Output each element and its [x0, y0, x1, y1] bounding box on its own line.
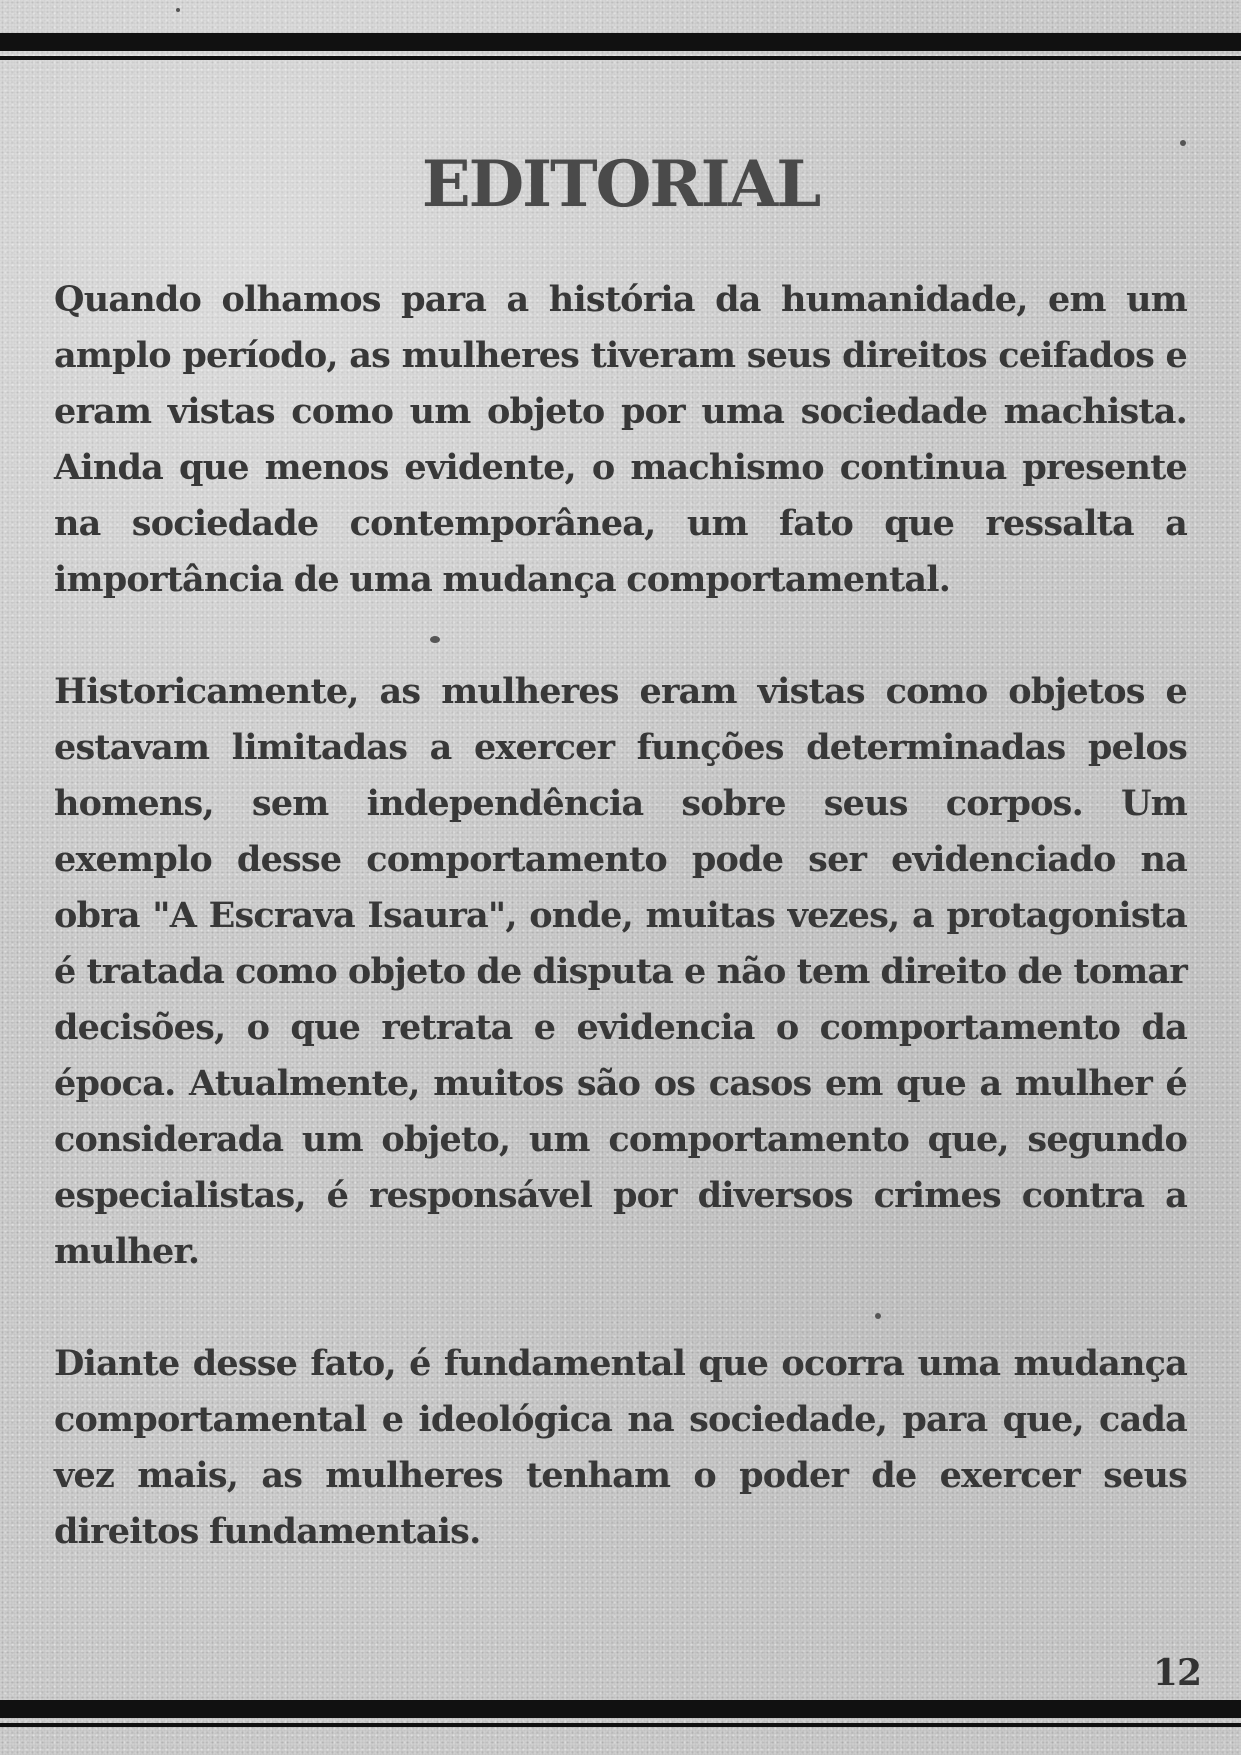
- paper-speck: [1180, 140, 1186, 146]
- top-border: [0, 33, 1241, 60]
- paper-speck: [176, 8, 180, 12]
- paper-speck: [875, 1313, 881, 1319]
- page-number: 12: [1152, 1652, 1201, 1694]
- paragraph-3: Diante desse fato, é fundamental que ocorra uma mudança comportamental e ideológica na sociedade, para que, cada vez mais, as mulheres tenham o poder de exercer seus direitos fundamentais.: [54, 1343, 1187, 1552]
- bottom-border-thin-bar: [0, 1723, 1241, 1727]
- top-border-thick-bar: [0, 33, 1241, 51]
- paragraph-1: Quando olhamos para a história da humanidade, em um amplo período, as mulheres tiveram seus direitos ceifados e eram vistas como um objeto por uma sociedade machista. Ainda que menos evidente, o machismo continua presente na sociedade contemporânea, um fato que ressalta a importância de uma mudança comportamental.: [54, 279, 1187, 600]
- paragraph-2: Historicamente, as mulheres eram vistas como objetos e estavam limitadas a exercer funções determinadas pelos homens, sem independência sobre seus corpos. Um exemplo desse comportamento pode ser evidenciado na obra "A Escrava Isaura", onde, muitas vezes, a protagonista é tratada como objeto de disputa e não tem direito de tomar decisões, o que retrata e evidencia o comportamento da época. Atualmente, muitos são os casos em que a mulher é considerada um objeto, um comportamento que, segundo especialistas, é responsável por diversos crimes contra a mulher.: [54, 671, 1187, 1272]
- bottom-border: [0, 1700, 1241, 1727]
- page-title: EDITORIAL: [421, 147, 820, 222]
- editorial-body: [54, 272, 1187, 1616]
- top-border-thin-bar: [0, 56, 1241, 60]
- paper-speck: [430, 636, 440, 643]
- bottom-border-thick-bar: [0, 1700, 1241, 1718]
